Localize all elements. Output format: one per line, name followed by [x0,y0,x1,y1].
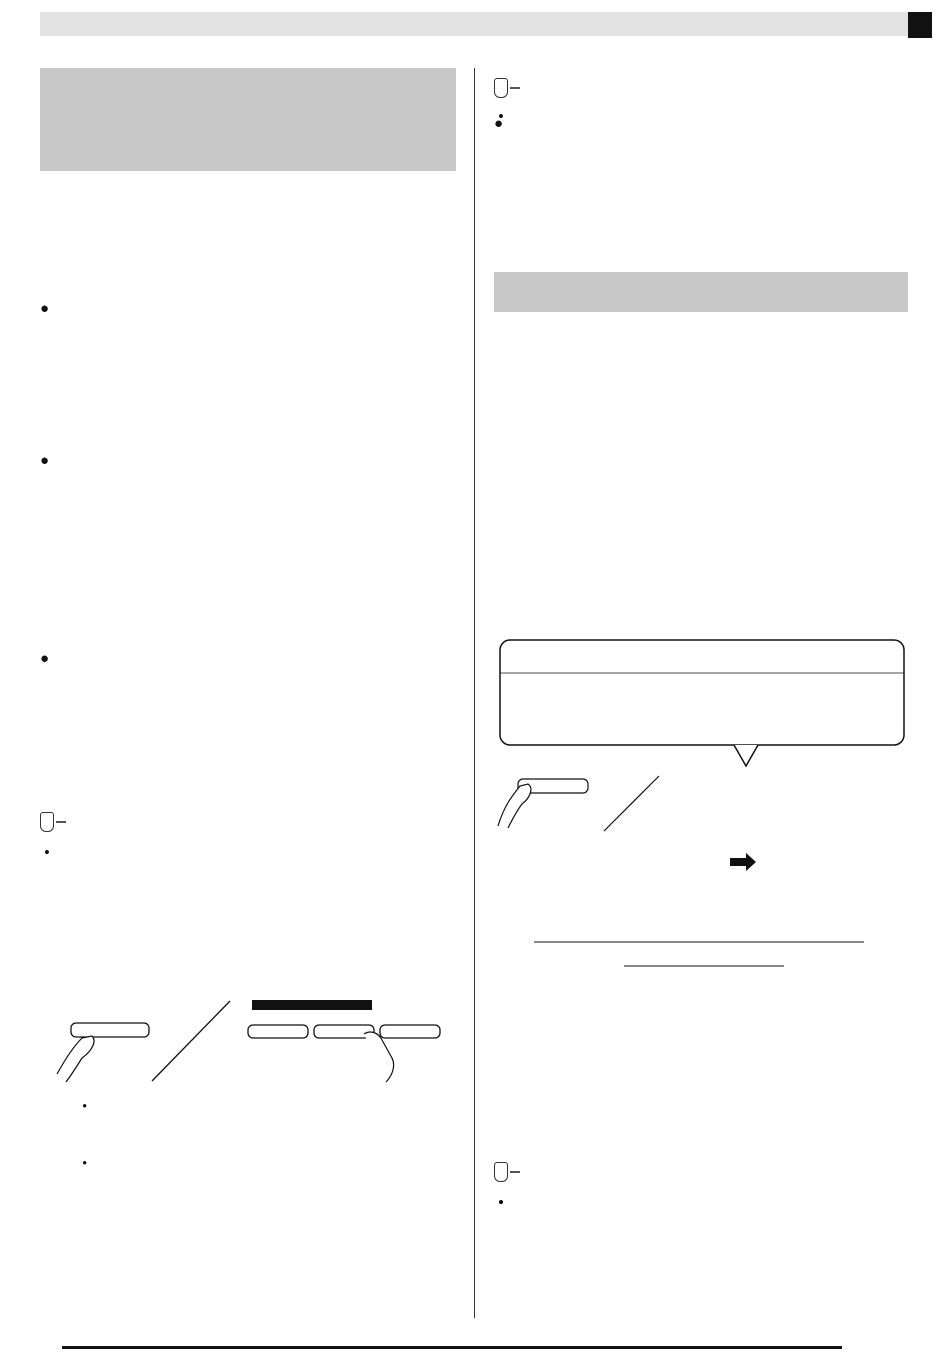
hand-drawing [498,784,531,828]
separator-line [604,776,659,831]
hint-tag [494,78,520,98]
panel-frame [500,640,904,745]
hint-tag [40,812,66,832]
callout-pointer [734,745,758,766]
arrow-right-icon [730,853,756,871]
item-string-resonance [40,450,456,456]
section-title-left [40,68,456,171]
note-item [78,1098,456,1155]
left-notes [78,1098,456,1155]
hint-box-left [40,812,456,842]
header-bar [40,12,908,36]
audio-recorder-button [71,1023,149,1037]
mix-keyboard-illustration [494,636,908,992]
step-1-right [494,474,908,480]
concert-button [248,1025,308,1038]
section-title-right [494,272,908,312]
hint-box-right-2 [494,1162,908,1192]
item-lid-simulator [40,648,456,654]
hint-tag [494,1162,520,1182]
item-hammer-response [40,298,456,304]
hint-pencil-icon [40,812,54,832]
hint-box-right [494,78,908,113]
hint-pencil-icon [494,78,508,98]
header-tab-block [908,12,932,38]
hand-drawing [364,1032,394,1082]
hint-pencil-icon [494,1162,508,1182]
column-divider [474,68,475,1318]
separator-line [152,1001,230,1081]
grand-piano-bar [252,1000,372,1010]
elec-piano-button [380,1025,440,1038]
footer-rule [62,1346,842,1349]
hand-drawing [57,1036,94,1082]
function-panel-illustration [52,996,456,1086]
